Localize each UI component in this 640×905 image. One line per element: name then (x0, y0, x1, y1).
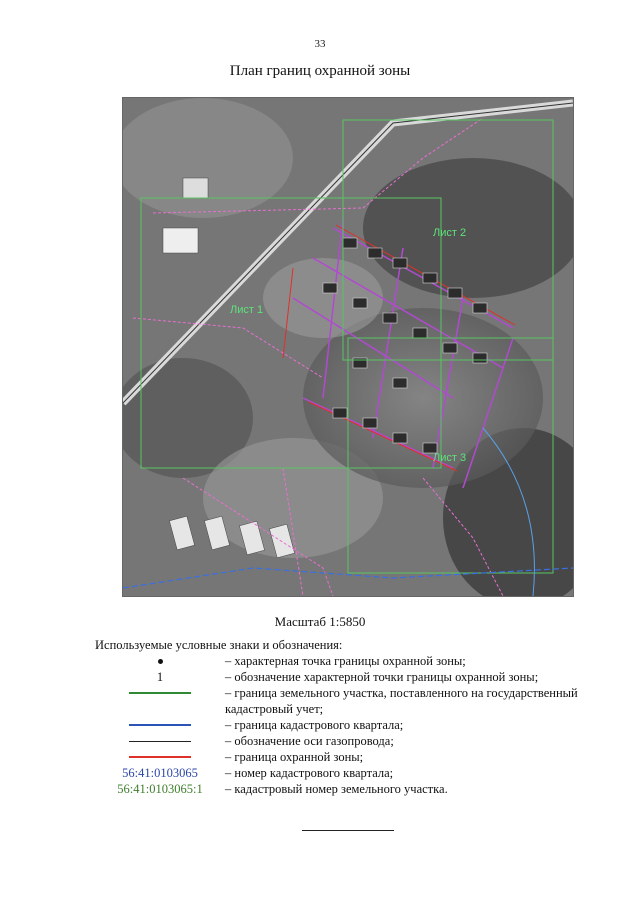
legend-row-point-label: 1 – обозначение характерной точки границы охранной зоны; (95, 669, 615, 685)
legend-title: Используемые условные знаки и обозначения: (95, 638, 343, 652)
legend (95, 653, 615, 797)
black-line-icon (129, 741, 191, 742)
legend-row-point: – характерная точка границы охранной зоны; (95, 653, 615, 669)
green-line-icon (129, 692, 191, 694)
legend-row-quarter-boundary: – граница кадастрового квартала; (95, 717, 615, 733)
page-title: План границ охранной зоны (229, 63, 411, 79)
boundary-point-icon (158, 659, 163, 664)
red-line-icon (129, 756, 191, 758)
page-number: 33 (314, 38, 326, 50)
quarter-number-symbol: 56:41:0103065 (122, 766, 198, 780)
legend-row-pipeline-axis: – обозначение оси газопровода; (95, 733, 615, 749)
legend-row-parcel-number: 56:41:0103065:1 – кадастровый номер земельного участка. (95, 781, 615, 797)
legend-row-parcel-boundary: – граница земельного участка, поставленного на государственный кадастровый учет; (95, 685, 615, 717)
sheet-label-2: Лист 2 (433, 227, 467, 239)
blue-line-icon (129, 724, 191, 726)
signature-line (302, 830, 394, 831)
sheet-label-1: Лист 1 (230, 304, 264, 316)
sheet-label-3: Лист 3 (433, 452, 467, 464)
legend-row-zone-boundary: – граница охранной зоны; (95, 749, 615, 765)
point-number-symbol: 1 (156, 670, 164, 684)
map-drawing (123, 98, 573, 596)
aerial-map (122, 97, 574, 597)
map-scale: Масштаб 1:5850 (274, 614, 366, 629)
parcel-number-symbol: 56:41:0103065:1 (117, 782, 203, 796)
legend-row-quarter-number: 56:41:0103065 – номер кадастрового квартала; (95, 765, 615, 781)
